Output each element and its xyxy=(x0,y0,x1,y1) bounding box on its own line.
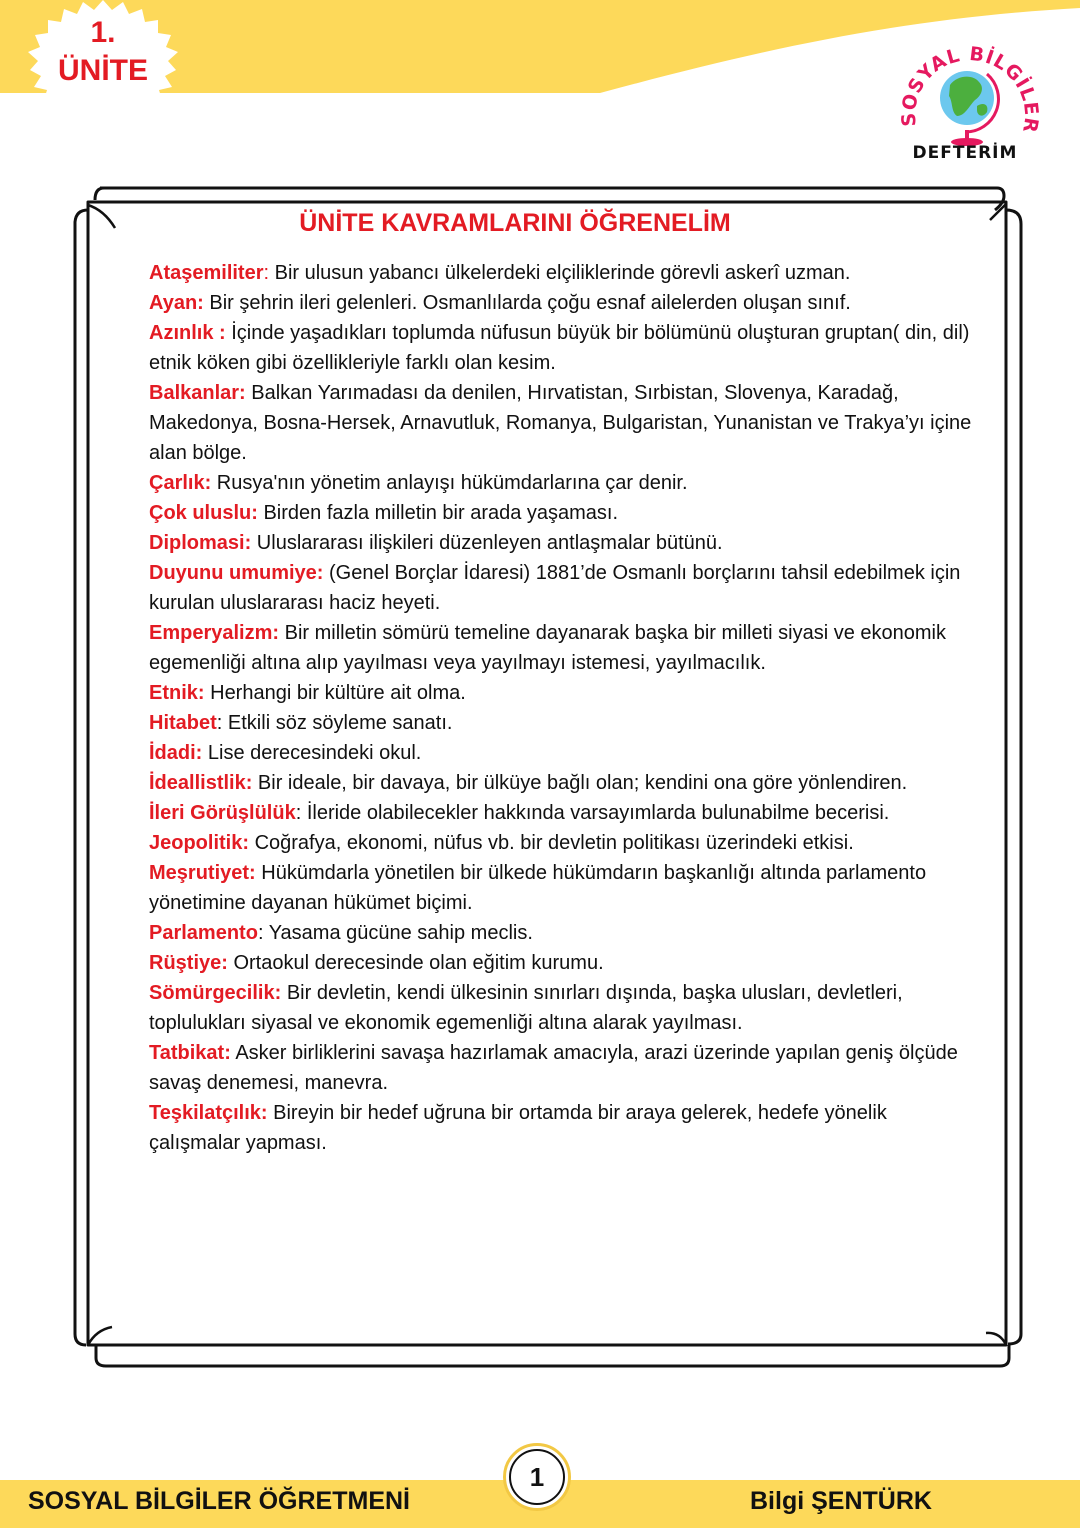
footer-teacher-title: SOSYAL BİLGİLER ÖĞRETMENİ xyxy=(28,1487,410,1515)
glossary-term: Parlamento xyxy=(149,922,258,944)
glossary-definition: Herhangi bir kültüre ait olma. xyxy=(204,682,466,704)
glossary-term: Tatbikat: xyxy=(149,1042,231,1064)
glossary-entry xyxy=(149,768,979,798)
glossary-entry xyxy=(149,288,979,318)
glossary-term: Çok uluslu: xyxy=(149,502,258,524)
glossary-definition: Bir devletin, kendi ülkesinin sınırları dışında, başka ulusları, devletleri, toplulukları siyasal ve ekonomik egemenliği altına alarak yayılması. xyxy=(149,982,903,1034)
glossary-term: Hitabet xyxy=(149,712,217,734)
glossary-entry xyxy=(149,678,979,708)
glossary-entry xyxy=(149,378,979,468)
glossary-definition: Bir şehrin ileri gelenleri. Osmanlılarda çoğu esnaf ailelerden oluşan sınıf. xyxy=(203,292,851,314)
glossary-entry xyxy=(149,858,979,918)
glossary-definition: Bireyin bir hedef uğruna bir ortamda bir araya gelerek, hedefe yönelik çalışmalar yapması. xyxy=(149,1102,887,1154)
glossary-term: Meşrutiyet: xyxy=(149,862,256,884)
glossary-entry xyxy=(149,528,979,558)
glossary-term: Sömürgecilik: xyxy=(149,982,282,1004)
glossary-entry xyxy=(149,978,979,1038)
unit-label: ÜNİTE xyxy=(58,54,148,87)
glossary-entry xyxy=(149,798,979,828)
glossary-entry xyxy=(149,558,979,618)
section-title: ÜNİTE KAVRAMLARINI ÖĞRENELİM xyxy=(299,209,731,237)
glossary-term: Balkanlar: xyxy=(149,382,246,404)
glossary-definition: (Genel Borçlar İdaresi) 1881’de Osmanlı borçlarını tahsil edebilmek için kurulan uluslararası haciz heyeti. xyxy=(149,562,961,614)
glossary-entry xyxy=(149,498,979,528)
glossary-entry xyxy=(149,1098,979,1158)
glossary-term: Azınlık : xyxy=(149,322,226,344)
glossary-entry xyxy=(149,948,979,978)
glossary-entry xyxy=(149,468,979,498)
unit-badge xyxy=(28,14,178,90)
glossary-entry xyxy=(149,708,979,738)
glossary-entry xyxy=(149,828,979,858)
glossary-definition: İçinde yaşadıkları toplumda nüfusun büyük bir bölümünü oluşturan gruptan( din, dil) etnik köken gibi özellikleriyle farklı olan kesim. xyxy=(149,322,970,374)
glossary-definition: : Etkili söz söyleme sanatı. xyxy=(216,712,453,734)
glossary-list xyxy=(149,258,979,1158)
glossary-entry xyxy=(149,738,979,768)
glossary-term: Rüştiye: xyxy=(149,952,228,974)
glossary-term: Duyunu umumiye: xyxy=(149,562,324,584)
glossary-term: İdadi: xyxy=(149,742,203,764)
glossary-definition: : İleride olabilecekler hakkında varsayımlarda bulunabilme becerisi. xyxy=(295,802,890,824)
glossary-definition: Bir ulusun yabancı ülkelerdeki elçiliklerinde görevli askerî uzman. xyxy=(269,262,851,284)
glossary-definition: Ortaokul derecesinde olan eğitim kurumu. xyxy=(227,952,604,974)
glossary-term: Ayan: xyxy=(149,292,204,314)
glossary-entry xyxy=(149,258,979,288)
glossary-entry xyxy=(149,1038,979,1098)
page-number: 1 xyxy=(509,1449,565,1505)
glossary-term: Emperyalizm: xyxy=(149,622,280,644)
glossary-definition: Balkan Yarımadası da denilen, Hırvatistan, Sırbistan, Slovenya, Karadağ, Makedonya, Bosna-Hersek, Arnavutluk, Romanya, Bulgaristan, Yunanistan ve Trakya’yı içine alan bölge. xyxy=(149,382,972,464)
glossary-definition: Bir ideale, bir davaya, bir ülküye bağlı olan; kendini ona göre yönlendiren. xyxy=(252,772,908,794)
glossary-definition: Rusya'nın yönetim anlayışı hükümdarlarına çar denir. xyxy=(211,472,688,494)
glossary-entry xyxy=(149,918,979,948)
glossary-term: İleri Görüşlülük xyxy=(149,802,296,824)
glossary-term-separator: : xyxy=(263,262,270,284)
glossary-definition: Birden fazla milletin bir arada yaşaması. xyxy=(257,502,619,524)
glossary-definition: Uluslararası ilişkileri düzenleyen antlaşmalar bütünü. xyxy=(251,532,723,554)
glossary-definition: Lise derecesindeki okul. xyxy=(202,742,422,764)
glossary-definition: Bir milletin sömürü temeline dayanarak başka bir milleti siyasi ve ekonomik egemenliği altına alıp yayılması veya yayılmayı istemesi, yayılmacılık. xyxy=(149,622,946,674)
glossary-term: Teşkilatçılık: xyxy=(149,1102,268,1124)
page-number-badge xyxy=(503,1443,571,1511)
glossary-definition: Coğrafya, ekonomi, nüfus vb. bir devletin politikası üzerindeki etkisi. xyxy=(249,832,854,854)
svg-text:SOSYAL BİLGİLER: SOSYAL BİLGİLER xyxy=(897,42,1043,135)
logo-subtitle: DEFTERİM xyxy=(912,143,1018,163)
glossary-entry xyxy=(149,618,979,678)
glossary-term: Çarlık: xyxy=(149,472,212,494)
glossary-definition: Hükümdarla yönetilen bir ülkede hükümdarın başkanlığı altında parlamento yönetimine dayanan hükümet biçimi. xyxy=(149,862,927,914)
glossary-term: Diplomasi: xyxy=(149,532,252,554)
glossary-entry xyxy=(149,318,979,378)
glossary-term: Etnik: xyxy=(149,682,205,704)
footer-author-name: Bilgi ŞENTÜRK xyxy=(750,1487,932,1515)
glossary-definition: Asker birliklerini savaşa hazırlamak amacıyla, arazi üzerinde yapılan geniş ölçüde savaş denemesi, manevra. xyxy=(149,1042,958,1094)
glossary-term: Ataşemiliter xyxy=(149,262,264,284)
unit-number: 1. xyxy=(90,16,116,49)
glossary-term: Jeopolitik: xyxy=(149,832,250,854)
glossary-term: İdeallistlik: xyxy=(149,772,253,794)
glossary-definition: : Yasama gücüne sahip meclis. xyxy=(257,922,533,944)
